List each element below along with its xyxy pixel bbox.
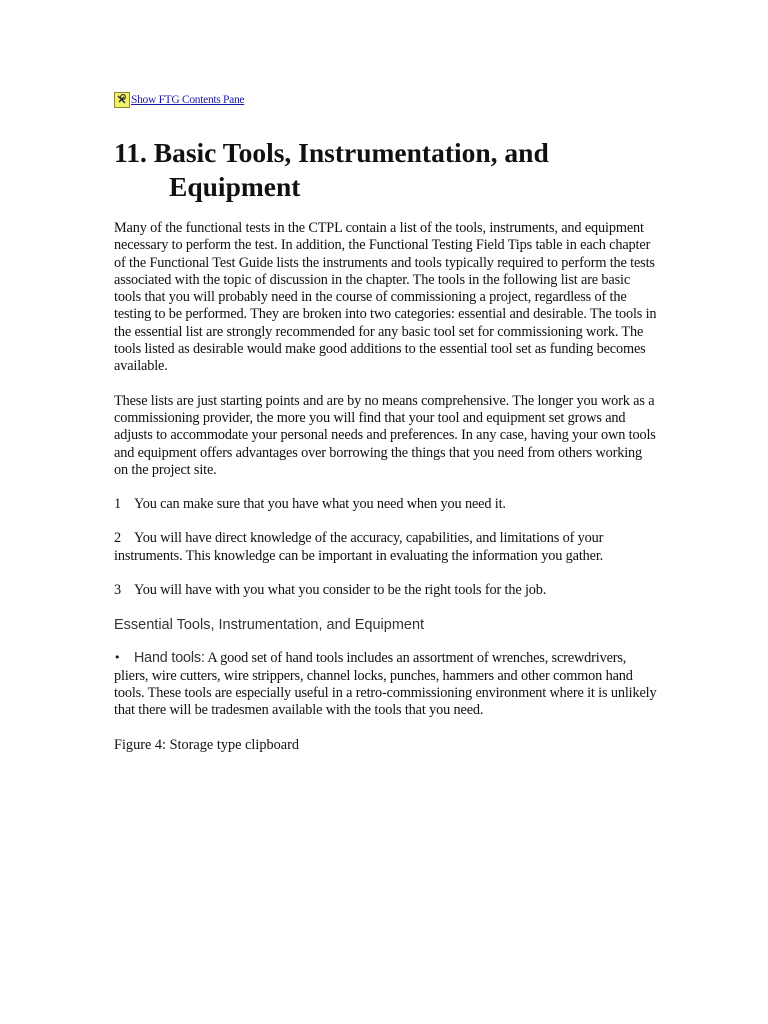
item-number: 2 [114,530,121,547]
item-number: 3 [114,582,121,599]
section-subheading: Essential Tools, Instrumentation, and Equipment [114,617,425,634]
item-text: You will have with you what you consider to be the right tools for the job. [134,582,547,599]
item-number: 1 [114,496,121,513]
numbered-item [114,582,659,599]
bullet-item-hand-tools [114,649,659,719]
bullet-text: A good set of hand tools includes an assortment of wrenches, screwdrivers, pliers, wire cutters, wire strippers, channel locks, punches, hammers and other common hand tools. These tools are especially useful in a retro-commissioning environment where it is unlikely that there will be tradesmen available with the tools that you need. [114,650,657,719]
show-contents-pane-link[interactable]: Show FTG Contents Pane [131,94,245,106]
page-title: 11. Basic Tools, Instrumentation, and Equipment [114,137,549,202]
show-contents-pane-link-row[interactable] [114,90,659,110]
document-page [114,90,659,754]
figure-caption: Figure 4: Storage type clipboard [114,736,300,753]
item-text: You will have direct knowledge of the accuracy, capabilities, and limitations of your instruments. This knowledge can be important in evaluating the information you gather. [114,530,604,564]
item-text: You can make sure that you have what you need when you need it. [134,496,506,513]
bullet-term: Hand tools: [134,650,205,667]
numbered-item [114,530,659,565]
numbered-item [114,496,659,513]
pane-toggle-icon[interactable] [114,92,130,108]
lists-paragraph: These lists are just starting points and are by no means comprehensive. The longer you work as a commissioning provider, the more you will find that your tool and equipment set grows and adjusts to accommodate your personal needs and preferences. In any case, having your own tools and equipment offers advantages over borrowing the things that you need from others working on the project site. [114,392,656,478]
intro-paragraph: Many of the functional tests in the CTPL contain a list of the tools, instruments, and equipment necessary to perform the test. In addition, the Functional Testing Field Tips table in each chapter of the Functional Test Guide lists the instruments and tools typically required to perform the tests associated with the topic of discussion in the chapter. The tools in the following list are basic tools that you will probably need in the course of commissioning a project, regardless of the testing to be performed. They are broken into two categories: essential and desirable. The tools in the essential list are strongly recommended for any basic tool set for commissioning work. The tools listed as desirable would make good additions to the essential tool set as funding becomes available. [114,220,657,375]
bullet-symbol: • [114,651,121,665]
